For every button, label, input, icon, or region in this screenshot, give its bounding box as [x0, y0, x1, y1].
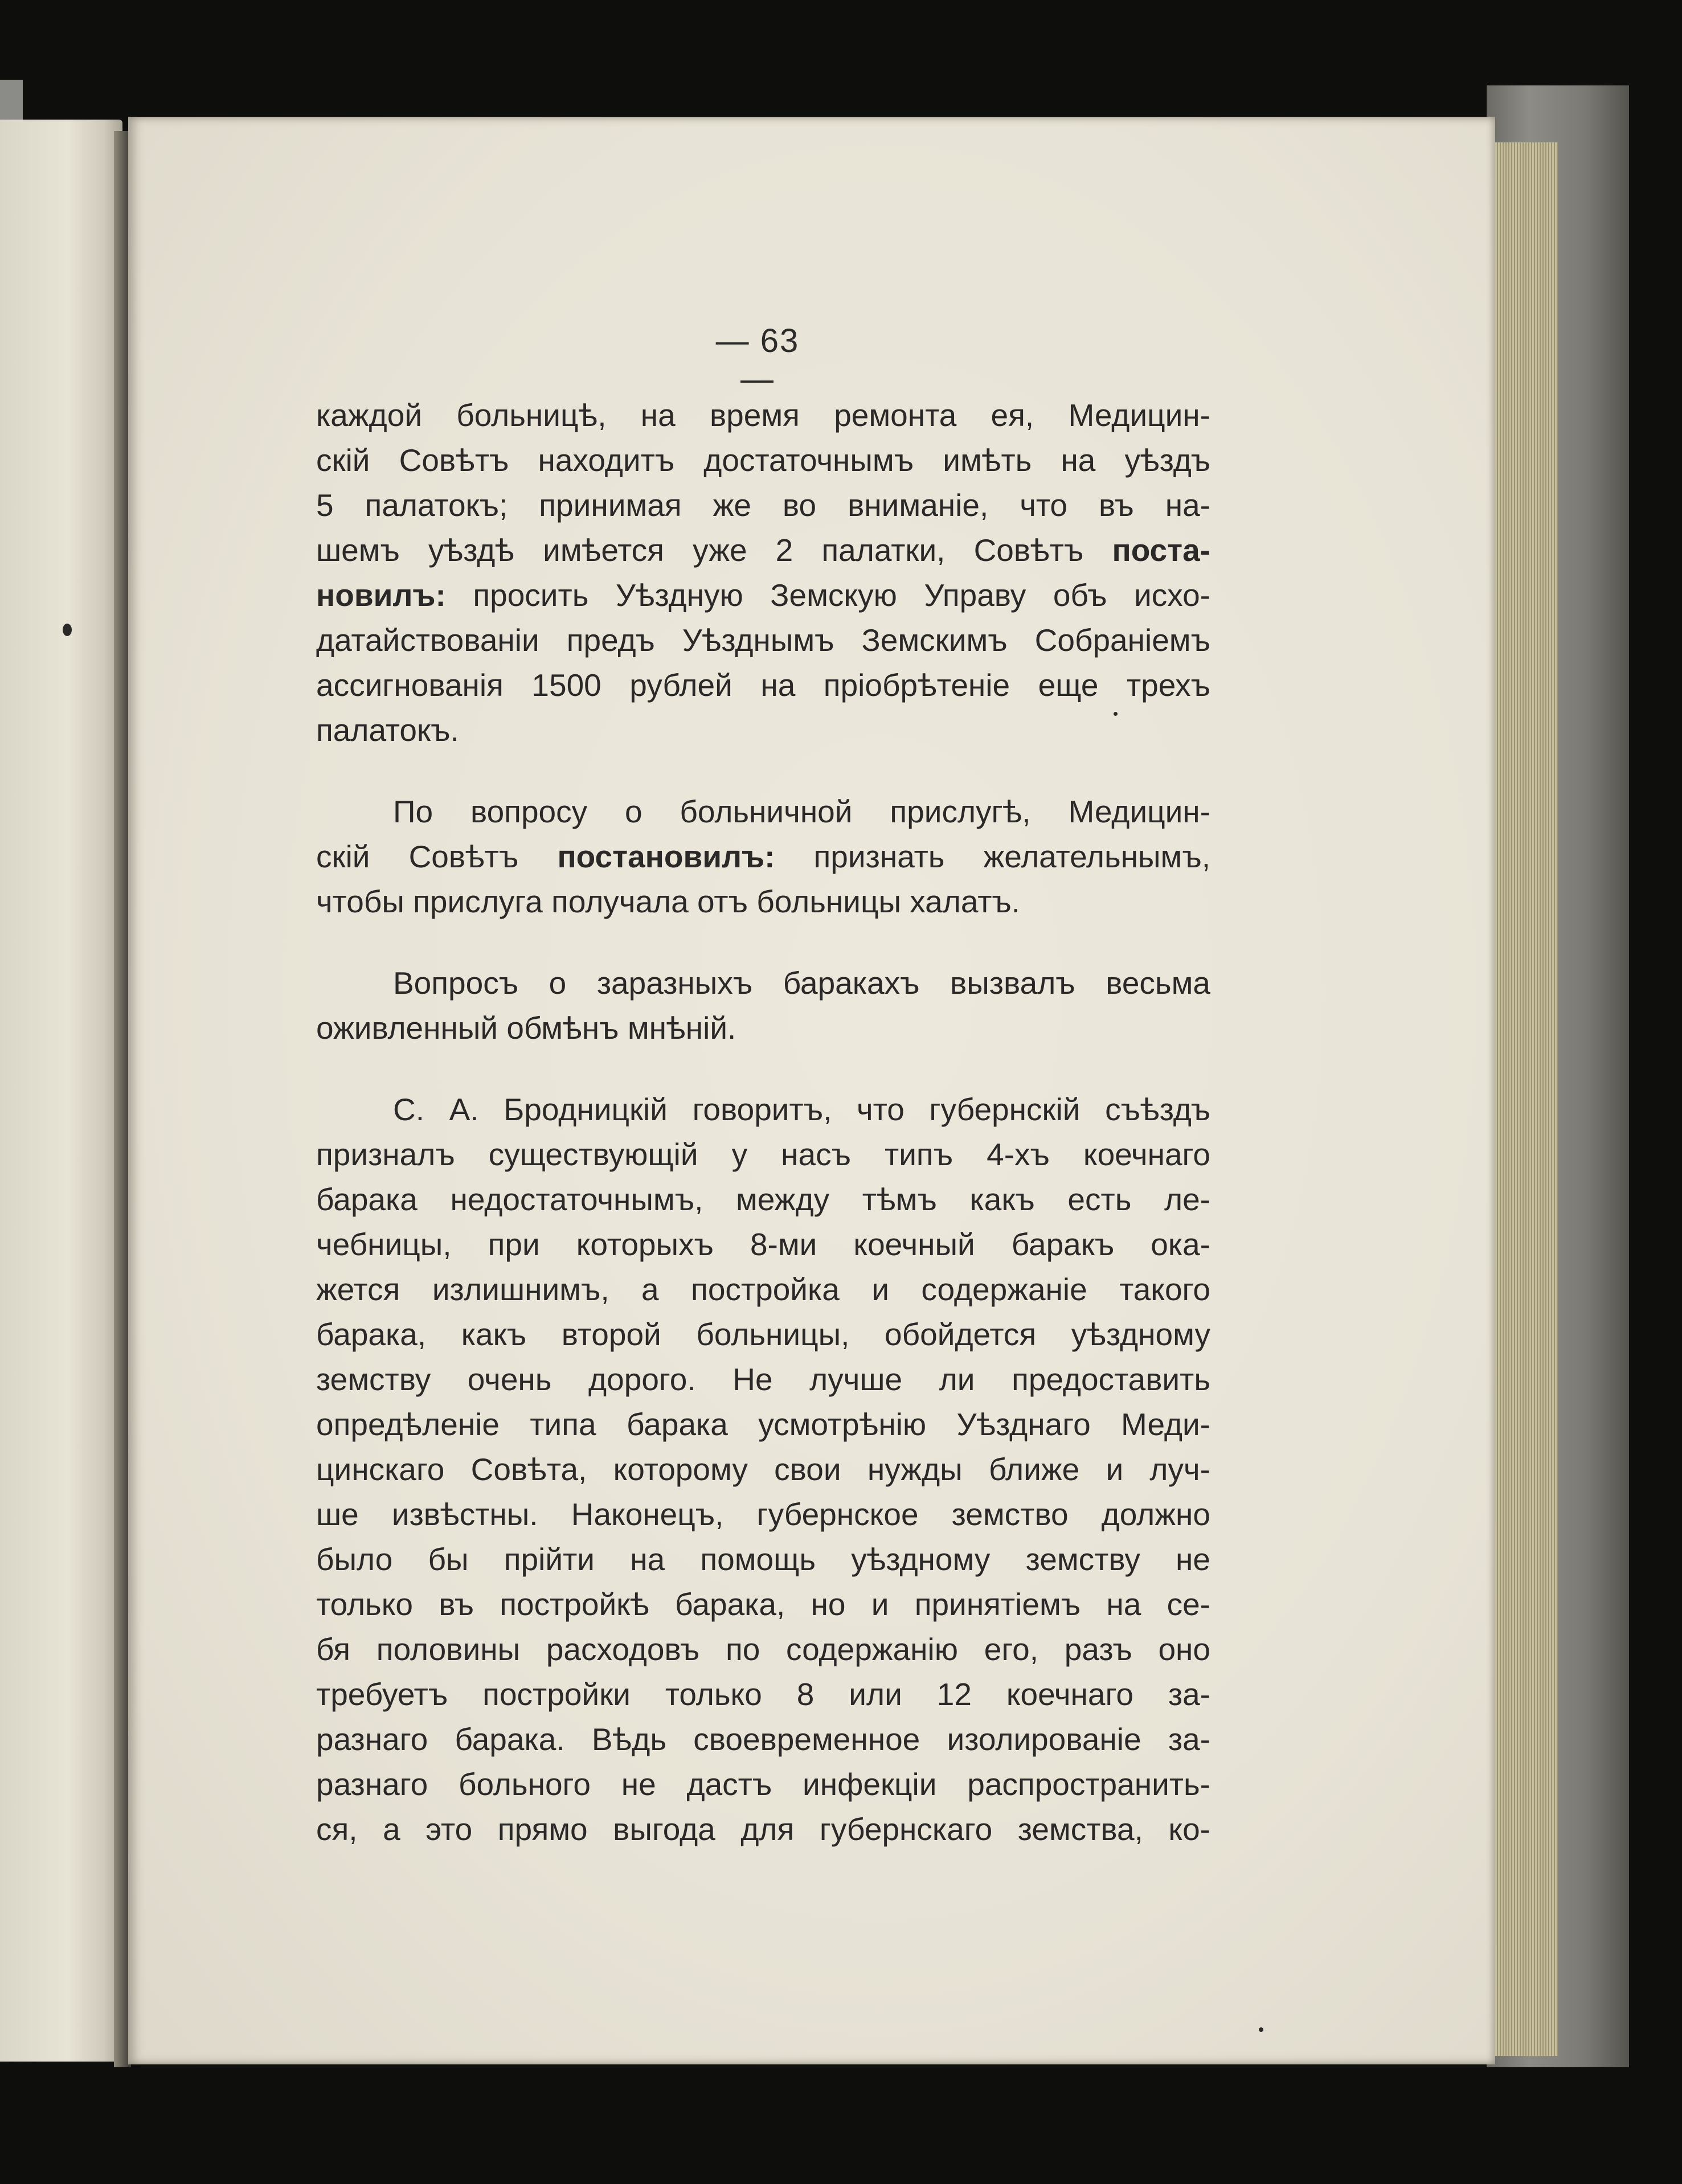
- paragraph-gap: [316, 924, 1210, 961]
- bold-term: новилъ:: [316, 577, 446, 613]
- text-line: барака недостаточнымъ, между тѣмъ какъ есть ле-: [316, 1182, 1210, 1217]
- text-line: 5 палатокъ; принимая же во вниманіе, что въ на-: [316, 487, 1210, 523]
- text-line: было бы прійти на помощь уѣздному земству не: [316, 1542, 1210, 1577]
- text-line: цинскаго Совѣта, которому свои нужды ближе и луч-: [316, 1452, 1210, 1487]
- text-line: По вопросу о больничной прислугѣ, Медицин-: [393, 794, 1210, 829]
- text-line: ся, а это прямо выгода для губернскаго земства, ко-: [316, 1812, 1210, 1847]
- text-line: скій Совѣтъ находитъ достаточнымъ имѣть на уѣздъ: [316, 442, 1210, 478]
- ink-speck: [63, 624, 72, 636]
- text-line: только въ постройкѣ барака, но и принятіемъ на се-: [316, 1587, 1210, 1622]
- ink-speck: [1114, 712, 1118, 716]
- text-line: новилъ: просить Уѣздную Земскую Управу объ исхо-: [316, 577, 1210, 613]
- text-line: каждой больницѣ, на время ремонта ея, Медицин-: [316, 398, 1210, 433]
- page-number: — 63 —: [715, 322, 800, 398]
- text-line: бя половины расходовъ по содержанію его, разъ оно: [316, 1632, 1210, 1667]
- page-block-edges: [1487, 142, 1558, 2056]
- page-body: [316, 393, 1210, 1852]
- paragraph-2: [316, 789, 1210, 924]
- text-line: жется излишнимъ, а постройка и содержаніе такого: [316, 1272, 1210, 1307]
- paragraph-3: [316, 961, 1210, 1051]
- text-line: требуетъ постройки только 8 или 12 коечнаго за-: [316, 1677, 1210, 1712]
- bold-term: поста-: [1112, 532, 1210, 568]
- text-line: чебницы, при которыхъ 8-ми коечный баракъ ока-: [316, 1227, 1210, 1262]
- text-line: ше извѣстны. Наконецъ, губернское земство должно: [316, 1497, 1210, 1532]
- text-line: датайствованіи предъ Уѣзднымъ Земскимъ Собраніемъ: [316, 622, 1210, 658]
- left-page-edge: [0, 120, 122, 2062]
- paragraph-1: [316, 393, 1210, 753]
- text-line: земству очень дорого. Не лучше ли предоставить: [316, 1362, 1210, 1397]
- text-line: палатокъ.: [316, 712, 459, 748]
- text-line: скій Совѣтъ постановилъ: признать желательнымъ,: [316, 839, 1210, 874]
- text-line: разнаго больного не дастъ инфекціи распространить-: [316, 1767, 1210, 1802]
- text-line: С. А. Бродницкій говоритъ, что губернскій съѣздъ: [393, 1092, 1210, 1127]
- text-line: ассигнованія 1500 рублей на пріобрѣтеніе еще трехъ: [316, 667, 1210, 703]
- text-line: оживленный обмѣнъ мнѣній.: [316, 1010, 736, 1046]
- text-line: призналъ существующій у насъ типъ 4-хъ коечнаго: [316, 1137, 1210, 1172]
- paragraph-gap: [316, 1051, 1210, 1087]
- paragraph-4: [316, 1087, 1210, 1852]
- text-line: барака, какъ второй больницы, обойдется уѣздному: [316, 1317, 1210, 1352]
- bold-term: постановилъ:: [557, 839, 775, 874]
- text-line: опредѣленіе типа барака усмотрѣнію Уѣзднаго Меди-: [316, 1407, 1210, 1442]
- paragraph-gap: [316, 753, 1210, 789]
- text-line: шемъ уѣздѣ имѣется уже 2 палатки, Совѣтъ поста-: [316, 532, 1210, 568]
- ink-speck: [1259, 2027, 1263, 2032]
- text-line: разнаго барака. Вѣдь своевременное изолированіе за-: [316, 1722, 1210, 1757]
- text-line: Вопросъ о заразныхъ баракахъ вызвалъ весьма: [393, 965, 1210, 1001]
- text-line: чтобы прислуга получала отъ больницы халатъ.: [316, 884, 1021, 919]
